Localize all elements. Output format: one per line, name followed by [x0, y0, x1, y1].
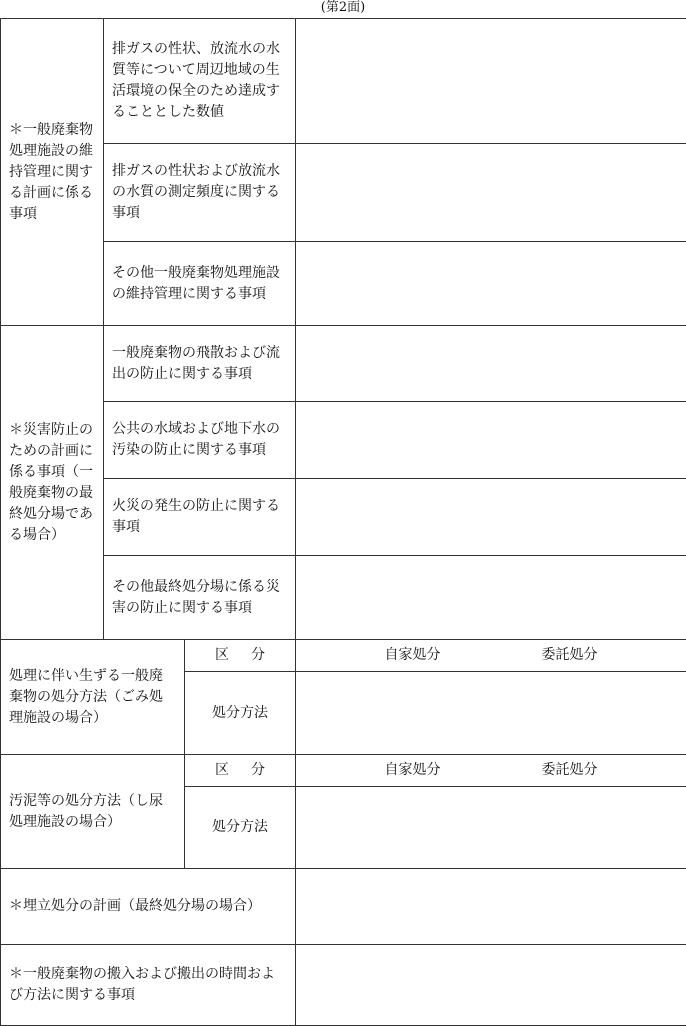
sludge-kubun-choices	[296, 755, 686, 787]
maintenance-heading: ＊一般廃棄物処理施設の維持管理に関する計画に係る事項	[1, 19, 104, 326]
landfill-plan-label: ＊埋立処分の計画（最終処分場の場合）	[1, 869, 296, 945]
waste-kubun-choices	[296, 640, 686, 672]
disaster-item-scatter: 一般廃棄物の飛散および流出の防止に関する事項	[104, 326, 296, 402]
waste-method-label: 処分方法	[185, 672, 296, 755]
page-number-label: (第2面)	[0, 0, 686, 18]
transport-field[interactable]	[296, 945, 686, 1026]
disaster-item-water-pollution: 公共の水域および地下水の汚染の防止に関する事項	[104, 402, 296, 479]
maintenance-emission-values-field[interactable]	[296, 19, 686, 144]
waste-kubun-label: 区 分	[185, 640, 296, 672]
maintenance-item-emission-values: 排ガスの性状、放流水の水質等について周辺地域の生活環境の保全のため達成することとした数値	[104, 19, 296, 144]
waste-self-disposal-option[interactable]: 自家処分	[385, 645, 441, 666]
disaster-item-fire: 火災の発生の防止に関する事項	[104, 479, 296, 556]
sludge-consigned-disposal-option[interactable]: 委託処分	[542, 760, 598, 781]
sludge-kubun-label: 区 分	[185, 755, 296, 787]
maintenance-measurement-frequency-field[interactable]	[296, 144, 686, 242]
sludge-self-disposal-option[interactable]: 自家処分	[385, 760, 441, 781]
sludge-method-field[interactable]	[296, 787, 686, 869]
disaster-heading: ＊災害防止のための計画に係る事項（一般廃棄物の最終処分場である場合）	[1, 326, 104, 640]
disaster-scatter-field[interactable]	[296, 326, 686, 402]
landfill-plan-field[interactable]	[296, 869, 686, 945]
disaster-water-pollution-field[interactable]	[296, 402, 686, 479]
waste-disposal-heading: 処理に伴い生ずる一般廃棄物の処分方法（ごみ処理施設の場合）	[1, 640, 185, 755]
sludge-disposal-heading: 汚泥等の処分方法（し尿処理施設の場合）	[1, 755, 185, 869]
maintenance-item-other: その他一般廃棄物処理施設の維持管理に関する事項	[104, 242, 296, 326]
disaster-item-other: その他最終処分場に係る災害の防止に関する事項	[104, 556, 296, 640]
maintenance-item-measurement-frequency: 排ガスの性状および放流水の水質の測定頻度に関する事項	[104, 144, 296, 242]
waste-method-field[interactable]	[296, 672, 686, 755]
waste-consigned-disposal-option[interactable]: 委託処分	[542, 645, 598, 666]
disaster-other-field[interactable]	[296, 556, 686, 640]
facility-plan-form	[0, 18, 686, 1026]
disaster-fire-field[interactable]	[296, 479, 686, 556]
transport-label: ＊一般廃棄物の搬入および搬出の時間および方法に関する事項	[1, 945, 296, 1026]
maintenance-other-field[interactable]	[296, 242, 686, 326]
sludge-method-label: 処分方法	[185, 787, 296, 869]
